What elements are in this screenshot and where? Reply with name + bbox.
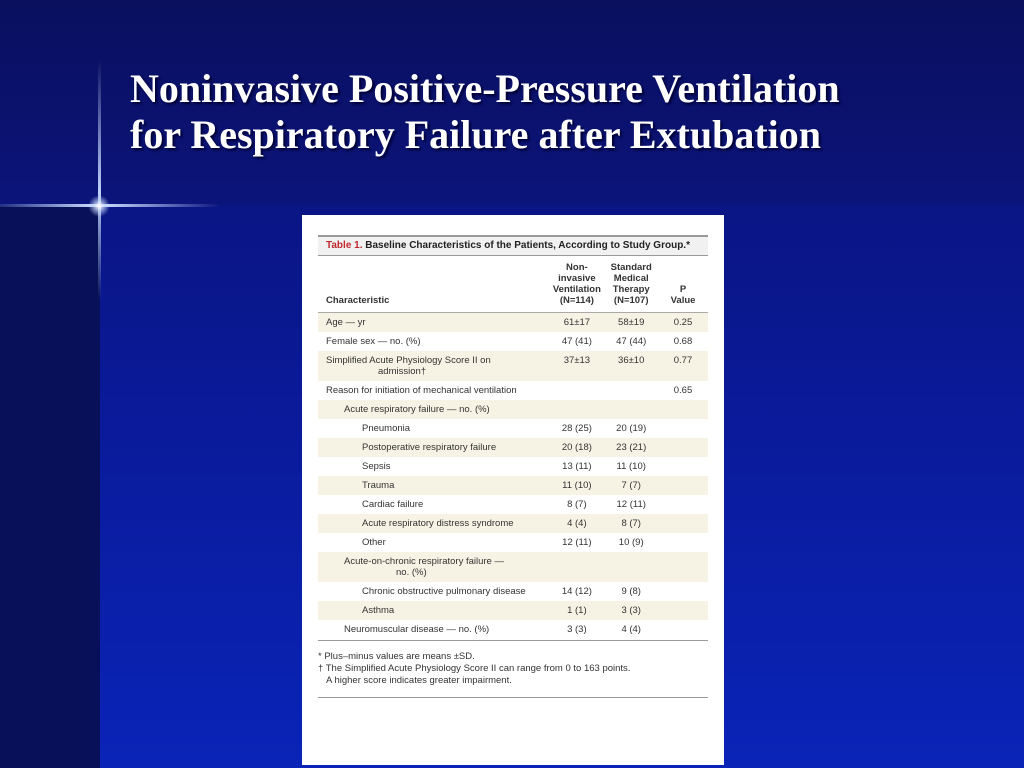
slide-title [130, 66, 990, 158]
row-label-text: Acute respiratory distress syndrome [362, 518, 514, 529]
table-row [318, 457, 708, 476]
cell-smt: 36±10 [618, 355, 645, 366]
slide-title-line-2: for Respiratory Failure after Extubation [130, 112, 822, 157]
row-label-text: Female sex — no. (%) [326, 336, 421, 347]
cell-p [658, 457, 708, 476]
cell-niv: 28 (25) [561, 423, 592, 434]
sparkle-decoration [88, 195, 110, 217]
row-label-text: Pneumonia [362, 423, 411, 434]
cell-smt [604, 381, 658, 400]
table-row [318, 438, 708, 457]
cell-smt: 11 (10) [616, 461, 646, 472]
cell-p: 0.77 [673, 355, 693, 366]
table-row [318, 419, 708, 438]
row-label-text: Simplified Acute Physiology Score II on [326, 355, 491, 366]
cell-p [658, 620, 708, 639]
cell-niv [549, 381, 604, 400]
row-label-text: Trauma [362, 480, 395, 491]
header-niv-line: Ventilation [552, 284, 601, 295]
baseline-characteristics-table [318, 256, 708, 639]
cell-smt: 12 (11) [616, 499, 646, 510]
table-row [318, 476, 708, 495]
row-label-text: Postoperative respiratory failure [362, 442, 497, 453]
table-row [318, 533, 708, 552]
footnote-rule [318, 697, 708, 698]
row-label [318, 601, 549, 620]
cell-smt: 20 (19) [616, 423, 647, 434]
cell-niv: 8 (7) [567, 499, 587, 510]
table-container [318, 235, 708, 698]
row-label-text: Reason for initiation of mechanical ventilation [326, 385, 517, 396]
table-row [318, 381, 708, 400]
row-label-text: Sepsis [362, 461, 391, 472]
table-row [318, 313, 708, 333]
row-label [318, 582, 549, 601]
row-label [318, 495, 549, 514]
header-smt-line: Therapy [612, 284, 650, 295]
cell-p [658, 601, 708, 620]
row-label [318, 438, 549, 457]
cell-p [658, 582, 708, 601]
footnote: A higher score indicates greater impairment. [326, 675, 512, 686]
header-smt-line: Standard [610, 262, 652, 273]
table-row [318, 582, 708, 601]
cell-smt: 7 (7) [621, 480, 641, 491]
header-p-value [658, 256, 708, 313]
header-niv [549, 256, 604, 313]
cell-niv: 3 (3) [567, 624, 587, 635]
header-niv-line: (N=114) [559, 295, 594, 306]
header-niv-line: Non- [566, 262, 588, 273]
cell-niv: 61±17 [563, 317, 591, 328]
footnote: † The Simplified Acute Physiology Score II can range from 0 to 163 points. [318, 663, 631, 674]
cell-p: 0.65 [673, 385, 693, 396]
left-band [0, 205, 100, 768]
cell-p [658, 514, 708, 533]
cell-p [658, 552, 708, 582]
table-row [318, 400, 708, 419]
row-label-text: Neuromuscular disease — no. (%) [344, 624, 490, 635]
cell-smt: 58±19 [618, 317, 645, 328]
cell-smt [604, 552, 658, 582]
cell-niv: 12 (11) [562, 537, 592, 548]
row-label [318, 351, 549, 381]
row-label [318, 533, 549, 552]
table-body [318, 313, 708, 640]
table-row [318, 601, 708, 620]
row-label [318, 476, 549, 495]
header-characteristic: Characteristic [326, 295, 390, 306]
table-row [318, 620, 708, 639]
cell-smt: 23 (21) [616, 442, 647, 453]
cell-niv: 47 (41) [561, 336, 592, 347]
cell-p: 0.68 [673, 336, 693, 347]
footnote: * Plus–minus values are means ±SD. [318, 651, 475, 662]
row-label-text: Chronic obstructive pulmonary disease [362, 586, 526, 597]
cell-smt: 47 (44) [616, 336, 647, 347]
header-p-line: Value [670, 295, 696, 306]
table-row [318, 552, 708, 582]
cell-niv: 20 (18) [561, 442, 592, 453]
cell-smt [604, 400, 658, 419]
horizontal-light-line [0, 204, 220, 207]
cell-p [658, 476, 708, 495]
cell-niv: 1 (1) [567, 605, 587, 616]
header-p-line: P [679, 284, 687, 295]
header-smt [604, 256, 658, 313]
cell-smt: 10 (9) [618, 537, 644, 548]
table-footnotes [318, 641, 708, 693]
row-label-text: Other [362, 537, 386, 548]
row-label-text: Acute respiratory failure — no. (%) [344, 404, 490, 415]
cell-p: 0.25 [673, 317, 693, 328]
row-label [318, 457, 549, 476]
row-label [318, 400, 549, 419]
table-image [302, 215, 724, 765]
cell-p [658, 438, 708, 457]
row-label-continuation: admission† [378, 366, 427, 377]
cell-p [658, 533, 708, 552]
cell-p [658, 400, 708, 419]
header-smt-line: (N=107) [613, 295, 649, 306]
cell-niv: 11 (10) [562, 480, 592, 491]
row-label-text: Cardiac failure [362, 499, 424, 510]
cell-p [658, 495, 708, 514]
cell-niv: 14 (12) [561, 586, 592, 597]
cell-p [658, 419, 708, 438]
header-niv-line: invasive [558, 273, 596, 284]
table-row [318, 332, 708, 351]
cell-niv: 37±13 [563, 355, 591, 366]
cell-niv: 4 (4) [567, 518, 587, 529]
row-label-continuation: no. (%) [396, 567, 427, 578]
row-label-text: Acute-on-chronic respiratory failure — [344, 556, 504, 567]
table-header-row [318, 256, 708, 313]
cell-niv [549, 552, 604, 582]
table-caption-text: Baseline Characteristics of the Patients, According to Study Group.* [362, 240, 690, 251]
row-label [318, 514, 549, 533]
row-label [318, 552, 549, 582]
cell-niv [549, 400, 604, 419]
row-label [318, 332, 549, 351]
row-label [318, 313, 549, 333]
table-row [318, 351, 708, 381]
vertical-light-line [98, 60, 101, 300]
cell-smt: 8 (7) [621, 518, 641, 529]
row-label [318, 419, 549, 438]
cell-smt: 3 (3) [621, 605, 641, 616]
cell-niv: 13 (11) [562, 461, 592, 472]
slide-title-line-1: Noninvasive Positive-Pressure Ventilation [130, 66, 840, 111]
row-label-text: Age — yr [326, 317, 366, 328]
table-caption [318, 235, 708, 256]
row-label [318, 620, 549, 639]
cell-smt: 4 (4) [621, 624, 641, 635]
row-label [318, 381, 549, 400]
row-label-text: Asthma [362, 605, 395, 616]
table-row [318, 495, 708, 514]
table-row [318, 514, 708, 533]
table-number: Table 1. [326, 240, 363, 251]
cell-smt: 9 (8) [621, 586, 641, 597]
header-smt-line: Medical [613, 273, 649, 284]
